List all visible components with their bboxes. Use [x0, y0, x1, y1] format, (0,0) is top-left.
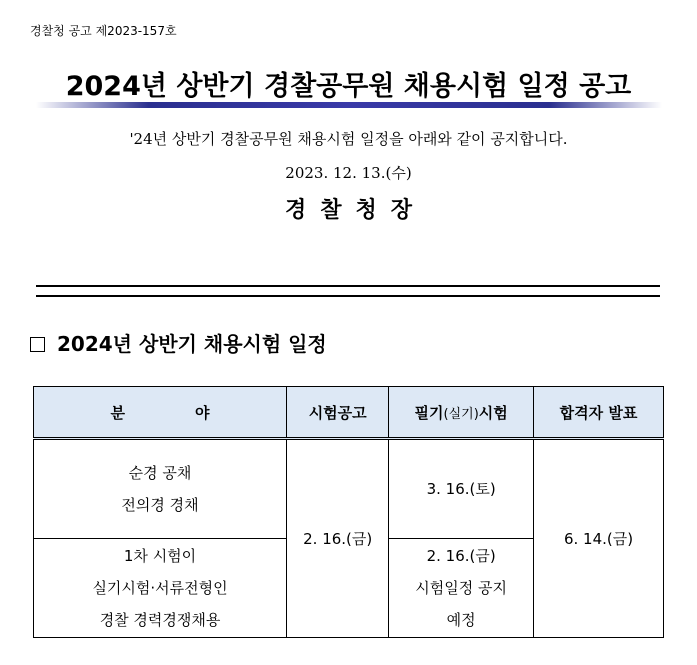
notice-date-cell: 2. 16.(금): [287, 439, 389, 638]
header-exam-prefix: 필기: [414, 403, 444, 422]
exam-cell: [389, 539, 534, 638]
header-notice: 시험공고: [287, 387, 389, 439]
field-line: 경찰 경력경쟁채용: [99, 611, 221, 629]
field-line: 실기시험·서류전형인: [92, 579, 228, 597]
exam-line: 3. 16.(토): [426, 480, 496, 498]
header-field-part-a: 분: [110, 403, 126, 422]
exam-line: 예정: [446, 611, 476, 629]
table-row: [34, 439, 664, 539]
exam-line: 시험일정 공지: [415, 579, 508, 597]
section-divider: [36, 285, 660, 297]
checkbox-square-icon: [30, 337, 45, 352]
section-heading: [30, 328, 327, 357]
field-line: 전의경 경채: [121, 496, 199, 514]
title-underline: [36, 102, 662, 108]
notice-number: 경찰청 공고 제2023-157호: [30, 24, 177, 38]
announcement-date: 2023. 12. 13.(수): [285, 164, 412, 182]
header-exam-small: (실기): [443, 406, 479, 422]
header-field-part-b: 야: [195, 403, 210, 422]
header-field: [34, 387, 287, 439]
agency-name: 경찰청장: [284, 197, 426, 223]
result-date-cell: 6. 14.(금): [534, 439, 664, 638]
field-line: 1차 시험이: [123, 547, 197, 565]
page-title: 2024년 상반기 경찰공무원 채용시험 일정 공고: [65, 71, 632, 102]
section-heading-text: 2024년 상반기 채용시험 일정: [57, 332, 327, 356]
exam-cell: [389, 439, 534, 539]
field-cell: [34, 539, 287, 638]
field-line: 순경 공채: [128, 464, 192, 482]
exam-line: 2. 16.(금): [426, 547, 496, 565]
header-exam-suffix: 시험: [478, 403, 508, 422]
field-cell: [34, 439, 287, 539]
header-result: 합격자 발표: [534, 387, 664, 439]
header-exam: [389, 387, 534, 439]
schedule-table: [33, 386, 664, 638]
announcement-text: '24년 상반기 경찰공무원 채용시험 일정을 아래와 같이 공지합니다.: [129, 130, 568, 148]
table-header-row: [34, 387, 664, 439]
